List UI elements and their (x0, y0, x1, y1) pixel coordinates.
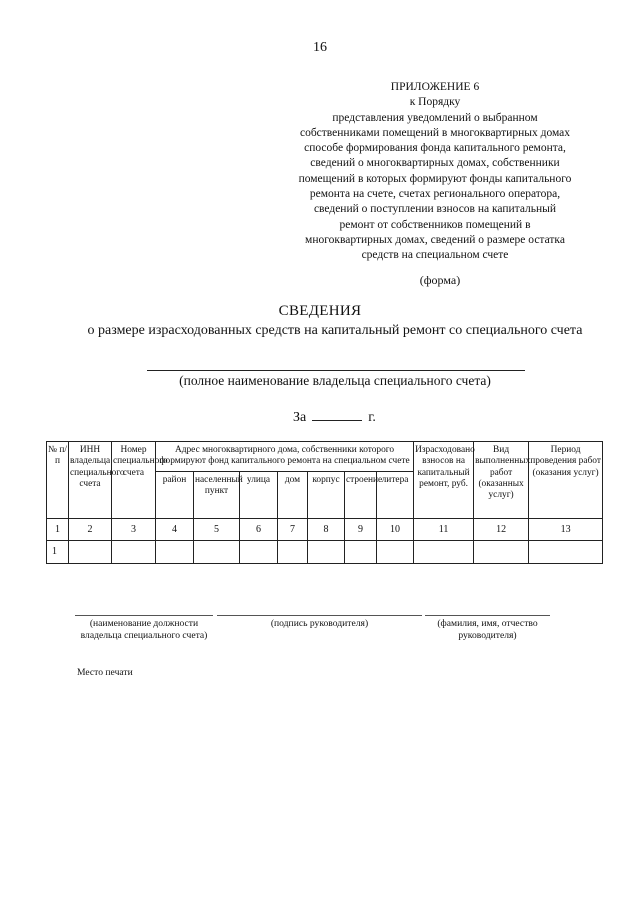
form-label: (форма) (419, 273, 461, 287)
period-prefix: За (293, 410, 307, 425)
header-work-period: Период проведения работ (оказания услуг) (529, 442, 603, 519)
header-house: дом (278, 471, 308, 518)
appendix-line: сведений о многоквартирных домах, собственники (310, 157, 560, 170)
table-cell (194, 540, 240, 563)
period-suffix: г. (368, 410, 376, 425)
header-locality: населенный пункт (194, 471, 240, 518)
table-cell (112, 540, 156, 563)
table-cell (414, 540, 474, 563)
column-number: 3 (112, 518, 156, 540)
header-account: Номер специального счета (112, 442, 156, 519)
owner-caption: (полное наименование владельца специального счета) (179, 373, 491, 388)
table-header-row (47, 442, 603, 472)
table-cell (308, 540, 345, 563)
header-district: район (156, 471, 194, 518)
column-number: 11 (414, 518, 474, 540)
document-subtitle: о размере израсходованных средств на капитальный ремонт со специального счета (87, 323, 583, 338)
appendix-line: средств на специальном счете (361, 249, 509, 262)
appendix-line: способе формирования фонда капитального ремонта, (304, 142, 566, 155)
column-number: 10 (377, 518, 414, 540)
header-address: Адрес многоквартирного дома, собственники которого формируют фонд капитального ремонта на специальном счете (156, 442, 414, 472)
table-cell (240, 540, 278, 563)
header-structure: строение (345, 471, 377, 518)
column-number: 4 (156, 518, 194, 540)
column-number: 2 (69, 518, 112, 540)
page-number: 16 (313, 40, 327, 55)
table-cell (377, 540, 414, 563)
stamp-place: Место печати (77, 667, 133, 678)
column-number-row (47, 518, 603, 540)
table-cell (156, 540, 194, 563)
header-street: улица (240, 471, 278, 518)
column-number: 12 (474, 518, 529, 540)
column-number: 5 (194, 518, 240, 540)
header-building: корпус (308, 471, 345, 518)
table-row (47, 540, 603, 563)
table-cell (529, 540, 603, 563)
appendix-line: сведений о поступлении взносов на капитальный (313, 203, 557, 216)
appendix-line: многоквартирных домах, сведений о размере остатка (305, 233, 565, 246)
column-number: 8 (308, 518, 345, 540)
column-number: 9 (345, 518, 377, 540)
report-table (46, 441, 603, 564)
reporting-period (293, 408, 376, 426)
table-cell (69, 540, 112, 563)
header-inn: ИНН владельца специального счета (69, 442, 112, 519)
signature-sign: (подпись руководителя) (217, 615, 422, 630)
document-title: СВЕДЕНИЯ (278, 303, 362, 319)
column-number: 7 (278, 518, 308, 540)
appendix-header (270, 80, 600, 264)
appendix-line: помещений в которых формируют фонды капитального (298, 172, 572, 185)
appendix-line: ремонт от собственников помещений в (339, 218, 531, 231)
appendix-line: представления уведомлений о выбранном (332, 111, 538, 124)
column-number: 1 (47, 518, 69, 540)
table-cell (474, 540, 529, 563)
header-spent: Израсходовано взносов на капитальный ремонт, руб. (414, 442, 474, 519)
header-num: № п/п (47, 442, 69, 519)
signature-name: (фамилия, имя, отчество руководителя) (425, 615, 550, 642)
appendix-line: ремонта на счете, счетах регионального оператора, (309, 188, 561, 201)
column-number: 6 (240, 518, 278, 540)
table-cell (278, 540, 308, 563)
column-number: 13 (529, 518, 603, 540)
appendix-line: к Порядку (409, 96, 461, 109)
period-blank (312, 408, 362, 421)
header-work-type: Вид выполненных работ (оказанных услуг) (474, 442, 529, 519)
header-letter: литера (377, 471, 414, 518)
appendix-line: собственниками помещений в многоквартирных домах (299, 126, 571, 139)
appendix-line: ПРИЛОЖЕНИЕ 6 (390, 81, 480, 93)
table-cell (345, 540, 377, 563)
owner-name-line (147, 370, 525, 371)
signature-position: (наименование должности владельца специального счета) (75, 615, 213, 642)
table-cell: 1 (47, 540, 69, 563)
